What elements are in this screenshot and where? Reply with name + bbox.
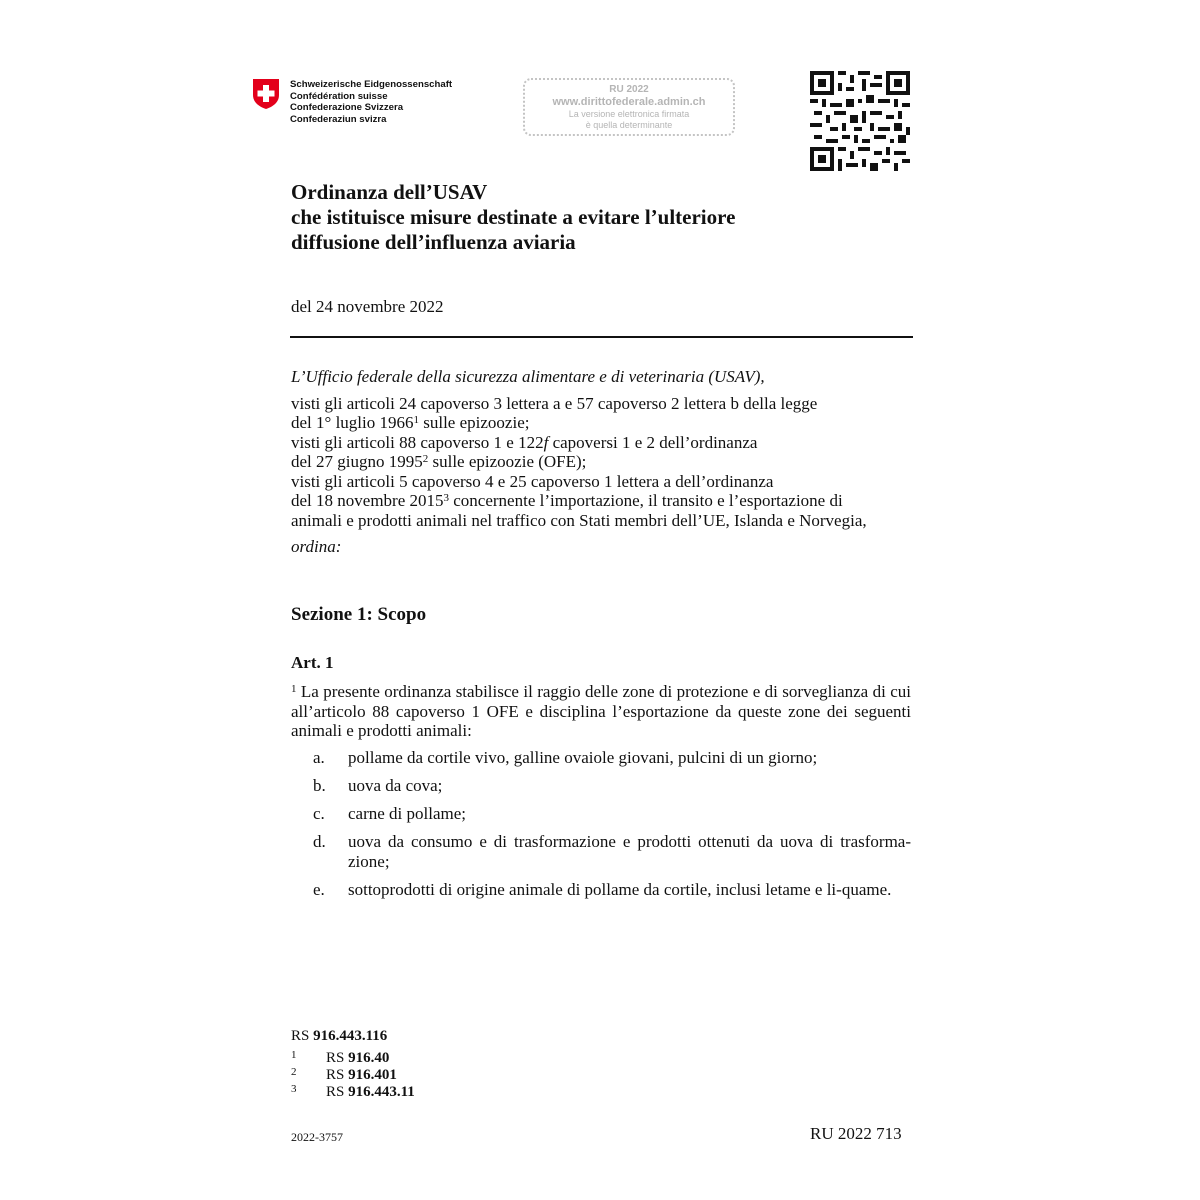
list-letter: b.	[313, 776, 326, 795]
preamble-text: concernente l’importazione, il transito e l’esportazione di	[449, 491, 843, 510]
footnote-ref[interactable]: 2	[422, 453, 429, 465]
title-line-1: Ordinanza dell’USAV	[291, 180, 488, 204]
footnote-number: 2	[291, 1066, 297, 1078]
confed-de: Schweizerische Eidgenossenschaft	[290, 79, 453, 90]
list-item	[291, 776, 911, 796]
preamble-text: visti gli articoli 88 capoverso 1 e 122	[291, 432, 544, 452]
list-letter: c.	[313, 804, 325, 823]
preamble-line: animali e prodotti animali nel traffico con Stati membri dell’UE, Islanda e Norvegia,	[291, 510, 867, 530]
title-line-3: diffusione dell’influenza aviaria	[291, 230, 576, 254]
document-code: 2022-3757	[291, 1130, 343, 1144]
footnote-prefix: RS	[326, 1067, 349, 1083]
stamp-note-2: è quella determinante	[585, 120, 673, 130]
article-paragraph	[291, 682, 911, 741]
footnote	[291, 1081, 415, 1100]
article-heading: Art. 1	[291, 653, 334, 672]
page-reference: RU 2022 713	[810, 1124, 902, 1143]
rs-value: 916.443.116	[313, 1028, 388, 1044]
electronic-version-stamp	[523, 78, 735, 136]
footnote-ref-value[interactable]: 916.401	[348, 1067, 397, 1083]
title-line-2: che istituisce misure destinate a evitare l’ulteriore	[291, 205, 736, 229]
preamble-text: del 18 novembre 2015	[291, 491, 444, 510]
list-text: carne di pollame;	[348, 804, 467, 823]
preamble-line	[291, 433, 916, 453]
ordinance-date: del 24 novembre 2022	[291, 297, 444, 316]
confed-rm: Confederaziun svizra	[290, 113, 387, 125]
list-letter: a.	[313, 748, 325, 767]
preamble-authority: L’Ufficio federale della sicurezza alimentare e di veterinaria (USAV),	[291, 367, 765, 386]
footnote-number: 1	[291, 1049, 297, 1061]
confederation-names	[290, 79, 452, 125]
paragraph-number: 1	[291, 683, 297, 695]
footnote-number: 3	[291, 1083, 297, 1095]
preamble-text: sulle epizoozie (OFE);	[428, 452, 587, 471]
list-letter: d.	[313, 832, 326, 851]
list-item	[291, 880, 911, 900]
preamble-text: sulle epizoozie;	[419, 413, 530, 432]
footnote-prefix: RS	[326, 1050, 349, 1066]
rs-number	[291, 1027, 387, 1045]
footnote-ref[interactable]: 1	[413, 414, 419, 426]
preamble-text: del 27 giugno 1995	[291, 452, 423, 471]
list-text: uova da consumo e di trasformazione e prodotti ottenuti da uova di trasforma-zione;	[348, 832, 911, 871]
preamble-text: f	[543, 432, 549, 452]
stamp-url[interactable]: www.dirittofederale.admin.ch	[552, 96, 706, 108]
preamble-line	[291, 452, 916, 472]
preamble-text: capoversi 1 e 2 dell’ordinanza	[548, 432, 758, 452]
stamp-note-1: La versione elettronica firmata	[568, 109, 690, 119]
preamble-text: del 1° luglio 1966	[291, 413, 414, 432]
footnote-ref[interactable]: 3	[443, 492, 449, 504]
preamble-ordina: ordina:	[291, 537, 342, 556]
list-item	[291, 748, 911, 768]
list-item	[291, 804, 911, 824]
stamp-ru: RU 2022	[609, 84, 649, 95]
preamble	[291, 367, 916, 557]
confed-it: Confederazione Svizzera	[290, 102, 404, 114]
paragraph-text: La presente ordinanza stabilisce il raggio delle zone di protezione e di sorveglianza di cui all’articolo 88 capoverso 1 OFE e disciplina l’esportazione da queste zone dei seguenti animali e prodotti animali:	[291, 682, 911, 740]
title-divider	[290, 336, 913, 338]
preamble-line	[291, 491, 916, 511]
list-text: uova da cova;	[348, 776, 443, 795]
preamble-line: visti gli articoli 5 capoverso 4 e 25 capoverso 1 lettera a dell’ordinanza	[291, 471, 774, 491]
list-item	[291, 832, 911, 871]
swiss-cross-icon	[252, 78, 280, 110]
footnote-ref-value[interactable]: 916.40	[348, 1050, 390, 1066]
rs-prefix: RS	[291, 1028, 314, 1044]
footnote-ref-value[interactable]: 916.443.11	[348, 1084, 415, 1100]
preamble-line: visti gli articoli 24 capoverso 3 lettera a e 57 capoverso 2 lettera b della legge	[291, 393, 818, 413]
footnote-prefix: RS	[326, 1084, 349, 1100]
ordinance-title	[291, 180, 735, 255]
confed-fr: Confédération suisse	[290, 90, 388, 102]
qr-code-icon	[810, 71, 910, 171]
list-text: pollame da cortile vivo, galline ovaiole giovani, pulcini di un giorno;	[348, 748, 818, 767]
list-letter: e.	[313, 879, 325, 899]
list-text: sottoprodotti di origine animale di pollame da cortile, inclusi letame e li-quame.	[348, 879, 892, 899]
article-list	[291, 748, 911, 908]
section-heading: Sezione 1: Scopo	[291, 604, 427, 625]
preamble-line	[291, 413, 916, 433]
